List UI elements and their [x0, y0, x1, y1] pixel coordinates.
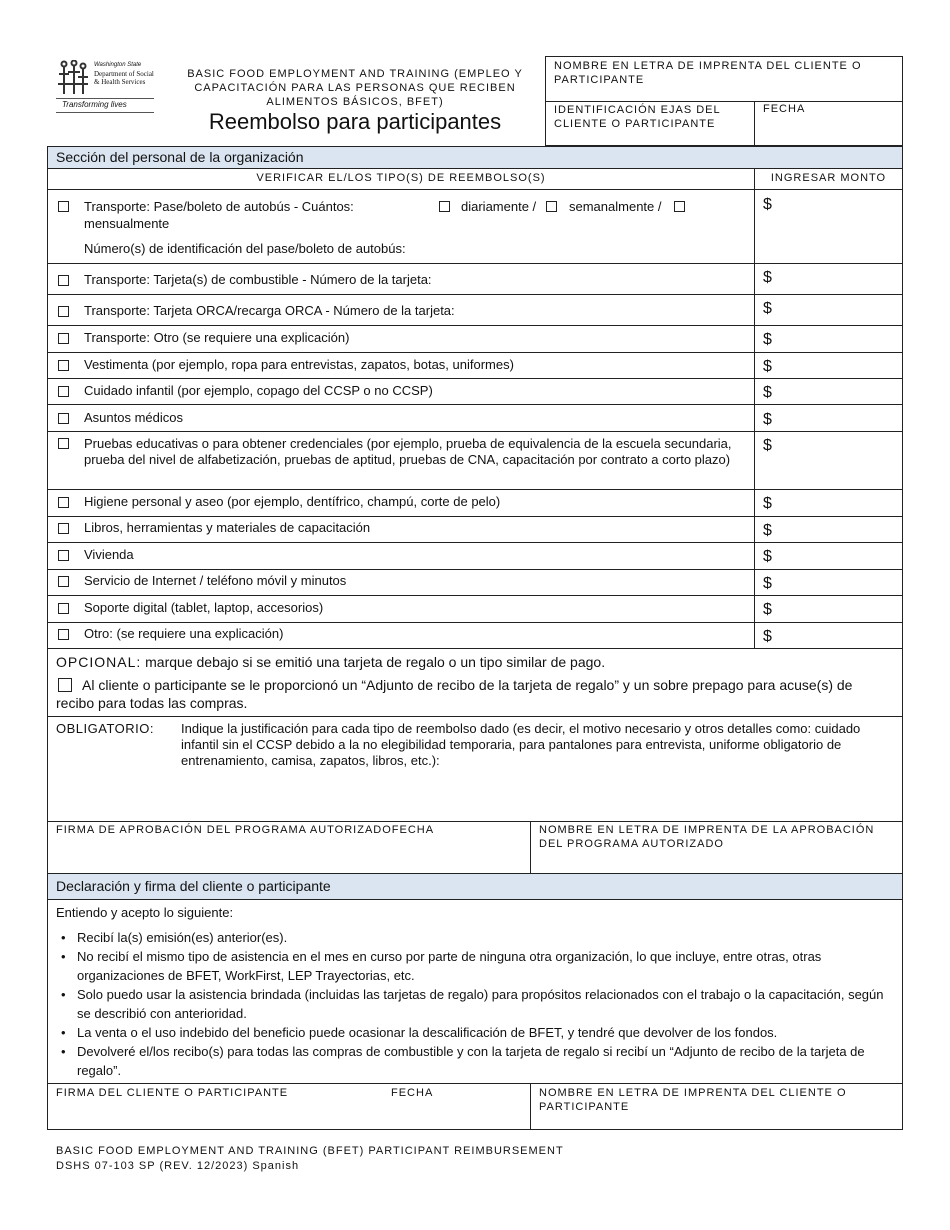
item-checkbox[interactable]: [58, 413, 69, 424]
item-label-fuel-card: Transporte: Tarjeta(s) de combustible - Número de la tarjeta:: [84, 272, 432, 287]
item-checkbox[interactable]: [58, 497, 69, 508]
header-info-divider: [545, 101, 903, 102]
item-checkbox[interactable]: [58, 438, 69, 449]
item-checkbox[interactable]: [58, 603, 69, 614]
logo-tagline: Transforming lives: [62, 100, 127, 109]
daily-label: diariamente /: [461, 199, 537, 214]
item-checkbox[interactable]: [58, 360, 69, 371]
amount-clothing[interactable]: $: [763, 358, 772, 375]
item-checkbox[interactable]: [58, 386, 69, 397]
declaration-bullet: • Solo puedo usar la asistencia brindada (incluidas las tarjetas de regalo) para propósitos relacionados con el trabajo o la capacitación, según se describió con anterioridad.: [57, 985, 887, 1023]
declaration-bullets: [57, 928, 887, 1080]
declaration-bullet: • La venta o el uso indebido del beneficio puede ocasionar la descalificación de BFET, y tendré que devolver de los fondos.: [57, 1023, 887, 1042]
mandatory-text[interactable]: Indique la justificación para cada tipo de reembolso dado (es decir, el motivo necesario y otros detalles como: cuidado infantil sin el CCSP debido a la no elegibilidad temporaria, para pantalones para entrevista, uniforme obligatorio de entrenamiento, camisa, zapatos, libros, etc.):: [181, 721, 861, 768]
approval-date-label: FECHA: [391, 824, 435, 836]
col-amount-header: INGRESAR MONTO: [770, 172, 887, 184]
monthly-checkbox[interactable]: [674, 201, 685, 212]
logo-dept-line1: Department of Social: [94, 70, 154, 78]
logo-dept-line2: & Health Services: [94, 78, 146, 86]
declaration-title: Declaración y firma del cliente o participante: [48, 874, 902, 899]
item-checkbox[interactable]: [58, 550, 69, 561]
client-name-label[interactable]: NOMBRE EN LETRA DE IMPRENTA DEL CLIENTE O PARTICIPANTE: [554, 60, 862, 86]
col-types-header: VERIFICAR EL/LOS TIPO(S) DE REEMBOLSO(S): [256, 172, 546, 184]
bus-pass-checkbox[interactable]: [58, 201, 69, 212]
item-checkbox[interactable]: [58, 523, 69, 534]
amount-digital[interactable]: $: [763, 601, 772, 618]
client-signature-label[interactable]: FIRMA DEL CLIENTE O PARTICIPANTE: [56, 1087, 289, 1099]
staff-section-title: Sección del personal de la organización: [48, 147, 902, 168]
footer-line1: BASIC FOOD EMPLOYMENT AND TRAINING (BFET) PARTICIPANT REIMBURSEMENT: [56, 1145, 564, 1157]
gift-card-text: Al cliente o participante se le proporcionó un “Adjunto de recibo de la tarjeta de regalo” y un sobre prepago para acuse(s) de recibo para todas las compras.: [56, 677, 853, 711]
item-checkbox[interactable]: [58, 306, 69, 317]
amount-bus-pass[interactable]: $: [763, 196, 772, 213]
logo-state: Washington State: [94, 62, 142, 68]
item-checkbox[interactable]: [58, 275, 69, 286]
optional-line: [56, 654, 605, 670]
weekly-checkbox[interactable]: [546, 201, 557, 212]
dshs-figures-icon: [56, 60, 90, 96]
amount-column-divider: [754, 168, 755, 648]
item-label-hygiene: Higiene personal y aseo (por ejemplo, dentífrico, champú, corte de pelo): [84, 494, 501, 509]
client-sign-vdivider: [530, 1083, 531, 1130]
item-label-books: Libros, herramientas y materiales de capacitación: [84, 520, 371, 535]
item-checkbox[interactable]: [58, 333, 69, 344]
amount-education[interactable]: $: [763, 437, 772, 454]
approval-vdivider: [530, 821, 531, 873]
item-label-transport-other: Transporte: Otro (se requiere una explicación): [84, 330, 350, 345]
declaration-bullet: • No recibí el mismo tipo de asistencia en el mes en curso por parte de ninguna otra organización, lo que incluye, entre otras, otras organizaciones de BFET, WorkFirst, LEP Trayectorias, etc.: [57, 947, 887, 985]
bus-pass-label: Transporte: Pase/boleto de autobús - Cuántos:: [84, 199, 354, 214]
footer-line2: DSHS 07-103 SP (REV. 12/2023) Spanish: [56, 1160, 300, 1172]
item-label-other: Otro: (se requiere una explicación): [84, 626, 284, 641]
amount-fuel-card[interactable]: $: [763, 269, 772, 286]
optional-label: OPCIONAL:: [56, 654, 142, 670]
item-checkbox[interactable]: [58, 576, 69, 587]
item-label-clothing: Vestimenta (por ejemplo, ropa para entrevistas, zapatos, botas, uniformes): [84, 357, 514, 372]
amount-books[interactable]: $: [763, 522, 772, 539]
dshs-logo: [56, 60, 156, 114]
header-info-vdivider: [754, 101, 755, 146]
client-signature-date-label[interactable]: FECHA: [391, 1087, 434, 1099]
approval-name-label[interactable]: NOMBRE EN LETRA DE IMPRENTA DE LA APROBACIÓN DEL PROGRAMA AUTORIZADO: [539, 824, 875, 850]
optional-text: marque debajo si se emitió una tarjeta de regalo o un tipo similar de pago.: [145, 654, 606, 670]
amount-orca[interactable]: $: [763, 300, 772, 317]
form-title: Reembolso para participantes: [208, 109, 502, 134]
item-checkbox[interactable]: [58, 629, 69, 640]
declaration-intro: Entiendo y acepto lo siguiente:: [56, 905, 234, 920]
declaration-bullet: • Devolveré el/los recibo(s) para todas las compras de combustible y con la tarjeta de regalo si recibí un “Adjunto de recibo de la tarjeta de regalo”.: [57, 1042, 887, 1080]
mandatory-label: OBLIGATORIO:: [56, 721, 154, 736]
approval-signature-field[interactable]: [56, 824, 434, 836]
declaration-bullet: • Recibí la(s) emisión(es) anterior(es).: [57, 928, 887, 947]
item-label-housing: Vivienda: [84, 547, 134, 562]
amount-housing[interactable]: $: [763, 548, 772, 565]
logo-divider: [56, 98, 154, 99]
item-label-medical: Asuntos médicos: [84, 410, 183, 425]
monthly-label: mensualmente: [84, 216, 170, 231]
amount-transport-other[interactable]: $: [763, 331, 772, 348]
weekly-label: semanalmente /: [569, 199, 662, 214]
item-label-orca: Transporte: Tarjeta ORCA/recarga ORCA - Número de la tarjeta:: [84, 303, 455, 318]
bus-pass-id-label[interactable]: Número(s) de identificación del pase/boleto de autobús:: [84, 241, 406, 256]
client-id-label[interactable]: IDENTIFICACIÓN EJAS DEL CLIENTE O PARTICIPANTE: [554, 104, 721, 130]
item-label-child-care: Cuidado infantil (por ejemplo, copago del CCSP o no CCSP): [84, 383, 433, 398]
amount-other[interactable]: $: [763, 628, 772, 645]
program-title: BASIC FOOD EMPLOYMENT AND TRAINING (EMPLEO Y CAPACITACIÓN PARA LAS PERSONAS QUE RECIBEN ALIMENTOS BÁSICOS, BFET): [187, 68, 523, 108]
client-print-name-label[interactable]: NOMBRE EN LETRA DE IMPRENTA DEL CLIENTE O PARTICIPANTE: [539, 1087, 847, 1113]
approval-signature-label: FIRMA DE APROBACIÓN DEL PROGRAMA AUTORIZADO: [56, 824, 392, 836]
item-label-education: Pruebas educativas o para obtener credenciales (por ejemplo, prueba de equivalencia de la escuela secundaria, prueba del nivel de alfabetización, pruebas de aptitud, pruebas de CNA, capacitación por contrato a corto plazo): [84, 436, 732, 467]
amount-child-care[interactable]: $: [763, 384, 772, 401]
item-label-internet: Servicio de Internet / teléfono móvil y minutos: [84, 573, 347, 588]
amount-internet[interactable]: $: [763, 575, 772, 592]
logo-divider-bottom: [56, 112, 154, 113]
daily-checkbox[interactable]: [439, 201, 450, 212]
amount-medical[interactable]: $: [763, 411, 772, 428]
item-label-digital: Soporte digital (tablet, laptop, accesorios): [84, 600, 324, 615]
amount-hygiene[interactable]: $: [763, 495, 772, 512]
header-date-label[interactable]: FECHA: [763, 103, 806, 115]
